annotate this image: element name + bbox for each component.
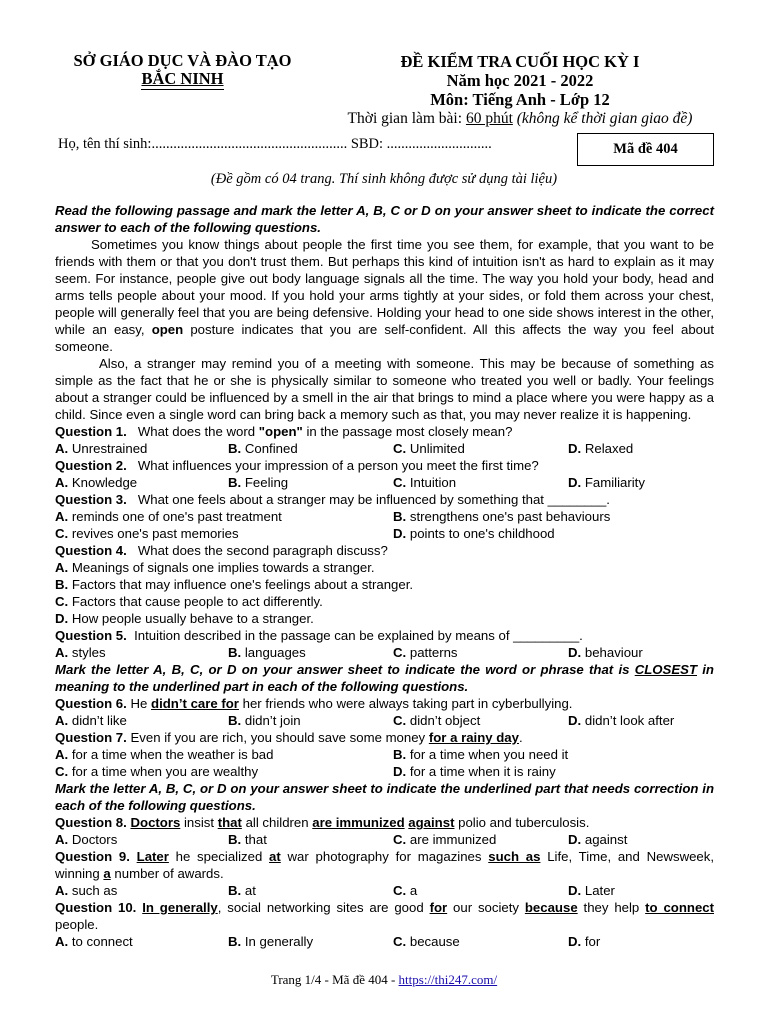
department-header bbox=[50, 52, 315, 90]
option-c: C. Unlimited bbox=[393, 441, 465, 456]
question-6-options bbox=[55, 712, 714, 729]
reading-instruction: Read the following passage and mark the letter A, B, C or D on your answer sheet to indicate the correct answer to each of the following questions. bbox=[55, 203, 714, 235]
option-a: A. Unrestrained bbox=[55, 441, 148, 456]
option-a: A. for a time when the weather is bad bbox=[55, 747, 274, 762]
option-b: B. In generally bbox=[228, 934, 314, 949]
option-c: C. revives one's past memories bbox=[55, 526, 239, 541]
question-6: Question 6. He didn’t care for her friends who were always taking part in cyberbullying. bbox=[55, 696, 573, 711]
option-d: D. points to one's childhood bbox=[393, 526, 555, 541]
school-year: Năm học 2021 - 2022 bbox=[446, 71, 594, 90]
option-c: C. Intuition bbox=[393, 475, 457, 490]
question-1: Question 1. What does the word "open" in the passage most closely mean? bbox=[55, 424, 513, 439]
question-8: Question 8. Doctors insist that all children are immunized against polio and tuberculosis. bbox=[55, 815, 590, 830]
option-d: D. didn’t look after bbox=[568, 713, 675, 728]
exam-code-box: Mã đề 404 bbox=[577, 133, 714, 166]
exam-header bbox=[330, 52, 710, 128]
option-d: D. for bbox=[568, 934, 601, 949]
passage-paragraph-1: Sometimes you know things about people the first time you see them, for example, that you want to be friends with them or that you don't trust them. But perhaps this kind of intuition isn't as hard to explain as it may seem. For instance, people give out body language signals all the time. The way you hold your body, head and arms tells people about your mood. If you hold your arms tightly at your sides, or fold them across your chest, people will generally feel that you are being defensive. Holding your head to one side shows interest in the other, while an easy, open posture indicates that you are self-confident. All this affects the way you feel about someone. bbox=[55, 237, 714, 354]
option-b: B. that bbox=[228, 832, 267, 847]
question-9-options bbox=[55, 882, 714, 899]
option-b: B. strengthens one's past behaviours bbox=[393, 509, 611, 524]
option-b: B. for a time when you need it bbox=[393, 747, 569, 762]
option-d: D. behaviour bbox=[568, 645, 643, 660]
option-b: B. at bbox=[228, 883, 256, 898]
option-b: B. Feeling bbox=[228, 475, 289, 490]
exam-title: ĐỀ KIỂM TRA CUỐI HỌC KỲ I bbox=[400, 52, 640, 71]
option-a: A. Meanings of signals one implies towards a stranger. bbox=[55, 560, 375, 575]
candidate-info-line: Họ, tên thí sinh:...................................................... SBD: ............................. bbox=[58, 136, 492, 152]
exam-content bbox=[55, 202, 714, 950]
option-a: A. didn’t like bbox=[55, 713, 127, 728]
option-d: D. Familiarity bbox=[568, 475, 645, 490]
exam-time: Thời gian làm bài: 60 phút (không kể thời gian giao đề) bbox=[347, 110, 693, 127]
footer-link[interactable]: https://thi247.com/ bbox=[398, 972, 498, 987]
option-d: D. Relaxed bbox=[568, 441, 634, 456]
question-7-options-ab bbox=[55, 746, 714, 763]
option-c: C. Factors that cause people to act differently. bbox=[55, 594, 323, 609]
option-d: D. for a time when it is rainy bbox=[393, 764, 556, 779]
option-c: C. are immunized bbox=[393, 832, 497, 847]
question-3: Question 3. What one feels about a stranger may be influenced by something that ________. bbox=[55, 492, 610, 507]
question-8-options bbox=[55, 831, 714, 848]
option-c: C. patterns bbox=[393, 645, 458, 660]
passage-paragraph-2: Also, a stranger may remind you of a meeting with someone. This may be because of something as simple as the fact that he or she is physically similar to someone who treated you well or badly. Your feelings about a stranger could be influenced by a smell in the air that brings to mind a place where you were happy as a child. Since even a single word can bring back a memory such as that, you may never realize it is happening. bbox=[55, 356, 714, 422]
correction-instruction: Mark the letter A, B, C, or D on your answer sheet to indicate the underlined part that needs correction in each of the following questions. bbox=[55, 781, 714, 813]
question-9: Question 9. Later he specialized at war photography for magazines such as Life, Time, and Newsweek, winning a number of awards. bbox=[55, 849, 715, 881]
question-3-options-cd bbox=[55, 525, 714, 542]
option-b: B. languages bbox=[228, 645, 306, 660]
option-a: A. Knowledge bbox=[55, 475, 138, 490]
question-5: Question 5. Intuition described in the passage can be explained by means of _________. bbox=[55, 628, 583, 643]
question-7-options-cd bbox=[55, 763, 714, 780]
question-3-options-ab bbox=[55, 508, 714, 525]
department-name: SỞ GIÁO DỤC VÀ ĐÀO TẠO bbox=[73, 51, 292, 70]
page-footer: Trang 1/4 - Mã đề 404 - https://thi247.com/ bbox=[270, 972, 498, 987]
question-10: Question 10. In generally, social networking sites are good for our society because they help to connect people. bbox=[55, 900, 715, 932]
option-c: C. for a time when you are wealthy bbox=[55, 764, 259, 779]
option-c: C. because bbox=[393, 934, 460, 949]
option-a: A. to connect bbox=[55, 934, 133, 949]
closest-meaning-instruction: Mark the letter A, B, C, or D on your answer sheet to indicate the word or phrase that is CLOSEST in meaning to the underlined part in each of the following questions. bbox=[55, 662, 714, 694]
question-7: Question 7. Even if you are rich, you should save some money for a rainy day. bbox=[55, 730, 523, 745]
option-d: D. against bbox=[568, 832, 628, 847]
question-1-options bbox=[55, 440, 714, 457]
option-b: B. Factors that may influence one's feelings about a stranger. bbox=[55, 577, 414, 592]
question-2: Question 2. What influences your impression of a person you meet the first time? bbox=[55, 458, 539, 473]
question-4: Question 4. What does the second paragraph discuss? bbox=[55, 543, 388, 558]
option-b: B. didn’t join bbox=[228, 713, 301, 728]
option-d: D. Later bbox=[568, 883, 615, 898]
question-2-options bbox=[55, 474, 714, 491]
question-5-options bbox=[55, 644, 714, 661]
subject: Môn: Tiếng Anh - Lớp 12 bbox=[430, 90, 610, 109]
option-d: D. How people usually behave to a stranger. bbox=[55, 611, 314, 626]
option-a: A. styles bbox=[55, 645, 106, 660]
question-10-options bbox=[55, 933, 714, 950]
option-b: B. Confined bbox=[228, 441, 298, 456]
option-a: A. Doctors bbox=[55, 832, 118, 847]
province-name: BẮC NINH bbox=[141, 69, 224, 88]
option-c: C. didn’t object bbox=[393, 713, 481, 728]
option-a: A. reminds one of one's past treatment bbox=[55, 509, 282, 524]
exam-note: (Đề gồm có 04 trang. Thí sinh không được sử dụng tài liệu) bbox=[210, 171, 558, 187]
option-c: C. a bbox=[393, 883, 418, 898]
option-a: A. such as bbox=[55, 883, 118, 898]
